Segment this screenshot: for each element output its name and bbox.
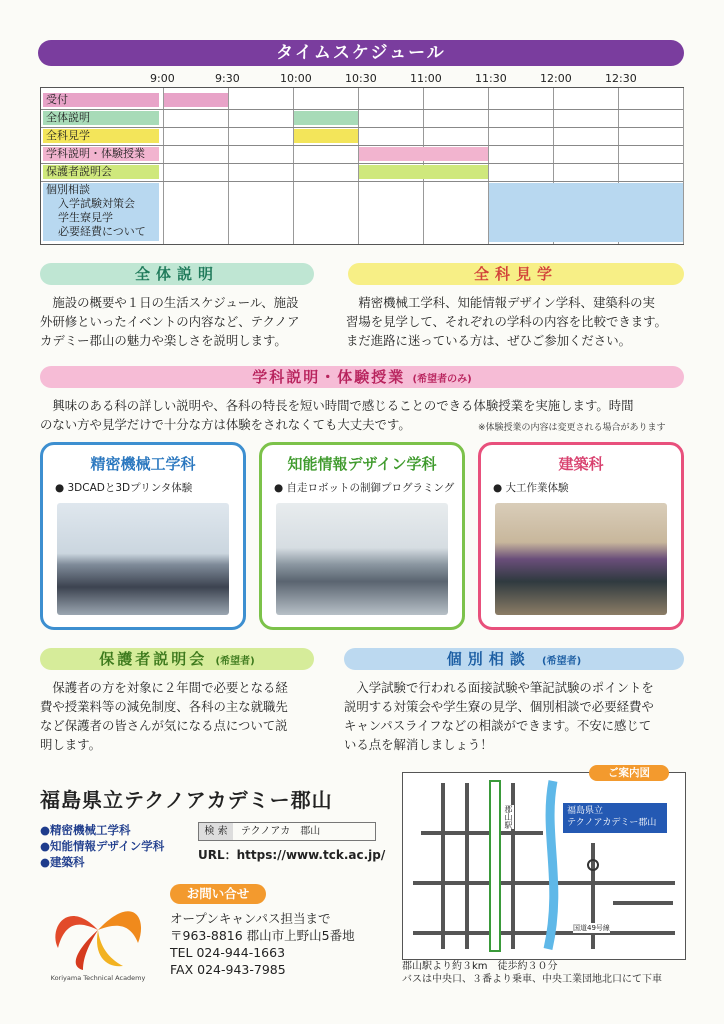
search-value: テクノアカ 郡山 <box>241 826 321 837</box>
time-label: 10:30 <box>345 72 377 85</box>
schedule-bar <box>294 111 358 125</box>
schedule-row-sublabel: 学生寮見学 <box>55 211 157 225</box>
search-label: 検 索 <box>199 823 233 840</box>
consult-heading <box>344 648 684 670</box>
school-name: 福島県立テクノアカデミー郡山 <box>40 788 333 812</box>
time-label: 12:30 <box>605 72 637 85</box>
time-label: 10:00 <box>280 72 312 85</box>
map-destination-line: 福島県立 <box>567 806 604 816</box>
contact-heading <box>170 884 266 904</box>
dept-session-line: 興味のある科の詳しい説明や、各科の特長を短い時間で感じることのできる体験授業を実施します。時間 <box>52 398 634 413</box>
consult-title: 個別相談 <box>446 650 531 668</box>
parents-line: 保護者の方を対象に２年間で必要となる経 <box>52 680 288 695</box>
contact-info <box>170 910 355 978</box>
consult-line: キャンパスライフなどの相談ができます。不安に感じて <box>344 718 652 733</box>
consult-line: 説明する対策会や学生寮の見学、個別相談で必要経費や <box>344 699 654 714</box>
overview-text <box>40 293 330 350</box>
dept-session-tag: (希望者のみ) <box>412 374 472 385</box>
map-footer-line: バスは中央口、３番より乗車、中央工業団地北口にて下車 <box>402 974 662 985</box>
overview-line: 外研修といったイベントの内容など、テクノア <box>40 314 300 329</box>
contact-line: オープンキャンパス担当まで <box>170 911 331 926</box>
department-item: ●精密機械工学科 <box>40 823 131 837</box>
tour-text <box>346 293 691 350</box>
parents-line: など保護者の皆さんが気になる点について説 <box>40 718 288 733</box>
time-label: 11:00 <box>410 72 442 85</box>
schedule-bar <box>359 165 488 179</box>
card-architecture <box>478 442 684 630</box>
overview-heading <box>40 263 314 285</box>
consult-text <box>344 678 689 754</box>
overview-line: 施設の概要や１日の生活スケジュール、施設 <box>52 295 299 310</box>
parents-line: 明します。 <box>40 737 101 752</box>
schedule-bar <box>359 147 488 161</box>
schedule-row-sublabel: 必要経費について <box>55 225 157 239</box>
classroom-photo <box>276 503 448 615</box>
schedule-row-label: 全体説明 <box>43 111 159 125</box>
schedule-row-label: 全科見学 <box>43 129 159 143</box>
time-gridline <box>683 88 684 244</box>
contact-line: 〒963-8816 郡山市上野山5番地 <box>170 928 355 943</box>
dept-session-title: 学科説明・体験授業 <box>252 368 406 386</box>
schedule-table <box>40 87 684 245</box>
parents-tag: (希望者) <box>215 656 255 667</box>
map-drawing <box>403 773 685 959</box>
consult-line: いる点を解消しましょう！ <box>344 737 493 752</box>
overview-title: 全体説明 <box>134 265 219 283</box>
map-footer-line: 郡山駅より約３km 徒歩約３０分 <box>402 961 558 972</box>
logo-mark-icon <box>38 888 158 972</box>
schedule-title: タイムスケジュール <box>276 43 446 63</box>
schedule-bar <box>294 129 358 143</box>
parents-text <box>40 678 330 754</box>
overview-line: カデミー郡山の魅力や楽しさを説明します。 <box>40 333 287 348</box>
time-label: 12:00 <box>540 72 572 85</box>
time-label: 9:00 <box>150 72 175 85</box>
card-subtitle: ● 自走ロボットの制御プログラミング <box>274 482 455 494</box>
schedule-row-label: 個別相談 <box>43 183 159 241</box>
department-list <box>40 822 164 870</box>
card-mechanical <box>40 442 246 630</box>
schedule-bar <box>489 183 683 242</box>
parents-title: 保護者説明会 <box>99 650 208 668</box>
access-map <box>402 767 686 960</box>
consult-line: 入学試験で行われる面接試験や筆記試験のポイントを <box>356 680 654 695</box>
parents-line: 費や授業料等の減免制度、各科の主な就職先 <box>40 699 288 714</box>
schedule-row-sublabel: 入学試験対策会 <box>55 197 157 211</box>
card-subtitle: ● 3DCADと3Dプリンタ体験 <box>55 482 193 494</box>
map-route-label: 国道49号線 <box>573 924 610 932</box>
map-footer <box>402 960 662 986</box>
card-title: 建築科 <box>558 455 604 473</box>
card-info-design <box>259 442 465 630</box>
tour-heading <box>348 263 684 285</box>
time-label: 11:30 <box>475 72 507 85</box>
tour-line: 習場を見学して、それぞれの学科の内容を比較できます。 <box>346 314 667 329</box>
schedule-row-label: 保護者説明会 <box>43 165 159 179</box>
tour-line: まだ進路に迷っている方は、ぜひご参加ください。 <box>346 333 631 348</box>
department-item: ●建築科 <box>40 855 85 869</box>
school-url[interactable]: URL：https://www.tck.ac.jp/ <box>198 848 386 862</box>
search-box[interactable] <box>198 822 376 841</box>
contact-phone[interactable]: TEL 024-944-1663 <box>170 945 286 960</box>
map-destination <box>567 805 656 829</box>
card-title: 知能情報デザイン学科 <box>287 455 437 473</box>
card-subtitle: ● 大工作業体験 <box>493 482 569 494</box>
academy-logo <box>38 888 158 980</box>
schedule-row-label: 学科説明・体験授業 <box>43 147 159 161</box>
map-station-label: 郡山駅 <box>504 805 513 829</box>
logo-caption: Koriyama Technical Academy <box>50 974 146 982</box>
card-title: 精密機械工学科 <box>90 455 196 473</box>
map-destination-line: テクノアカデミー郡山 <box>567 818 657 828</box>
department-item: ●知能情報デザイン学科 <box>40 839 165 853</box>
classroom-photo <box>57 503 229 615</box>
schedule-bar <box>164 93 228 107</box>
map-heading-text: ご案内図 <box>608 767 650 779</box>
time-label: 9:30 <box>215 72 240 85</box>
parents-heading <box>40 648 314 670</box>
workshop-photo <box>495 503 667 615</box>
schedule-row-label: 受付 <box>43 93 159 107</box>
dept-session-line: のない方や見学だけで十分な方は体験をされなくても大丈夫です。 <box>40 417 411 432</box>
dept-session-heading <box>40 366 684 388</box>
contact-heading-text: お問い合せ <box>186 886 250 901</box>
dept-session-note: ※体験授業の内容は変更される場合があります <box>478 423 666 433</box>
contact-fax: FAX 024-943-7985 <box>170 962 286 977</box>
consult-tag: (希望者) <box>542 656 582 667</box>
map-heading <box>589 765 669 781</box>
tour-line: 精密機械工学科、知能情報デザイン学科、建築科の実 <box>358 295 655 310</box>
tour-title: 全科見学 <box>473 265 558 283</box>
schedule-title-band <box>38 40 684 66</box>
